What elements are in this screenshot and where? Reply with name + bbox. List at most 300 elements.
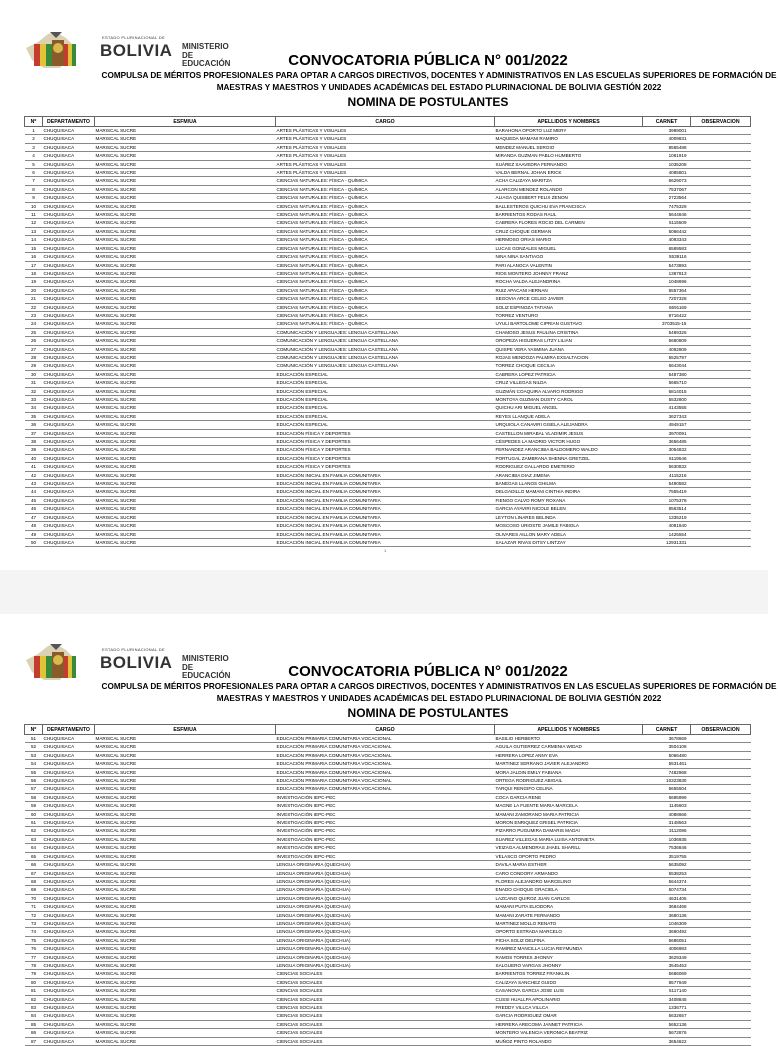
row-number: 51: [25, 735, 43, 743]
table-row: [25, 945, 751, 953]
row-name: VELASCO OPORTO PEDRO: [495, 852, 643, 860]
coat-of-arms-icon: [22, 642, 92, 684]
row-position: CIENCIAS NATURALES: FÍSICA - QUÍMICA: [276, 202, 495, 210]
row-number: 69: [25, 886, 43, 894]
row-name: DELGADILLO MAMANI CINTHIA INDIRA: [495, 488, 643, 496]
row-id-card: 8563514: [643, 505, 691, 513]
row-number: 58: [25, 793, 43, 801]
col-position: CARGO: [276, 117, 495, 127]
row-observation: [691, 127, 751, 135]
row-department: CHUQUISACA: [43, 777, 95, 785]
row-id-card: 6814015: [643, 387, 691, 395]
table-row: [25, 362, 751, 370]
row-position: CIENCIAS SOCIALES: [276, 1020, 495, 1028]
row-department: CHUQUISACA: [43, 1020, 95, 1028]
row-id-card: 6589583: [643, 244, 691, 252]
row-id-card: 4009831: [643, 135, 691, 143]
table-row: [25, 488, 751, 496]
ministry-name-line2: DE EDUCACIÓN: [182, 662, 231, 680]
row-id-card: 3545453: [643, 961, 691, 969]
table-row: [25, 844, 751, 852]
table-row: [25, 919, 751, 927]
table-row: [25, 370, 751, 378]
table-row: [25, 429, 751, 437]
row-esfm: MARISCAL SUCRE: [95, 538, 276, 546]
row-observation: [691, 320, 751, 328]
row-esfm: MARISCAL SUCRE: [95, 785, 276, 793]
row-id-card: 7536846: [643, 844, 691, 852]
row-id-card: 7207328: [643, 295, 691, 303]
row-id-card: 5489326: [643, 328, 691, 336]
row-name: SUÁREZ SAAVEDRA FERNANDO: [495, 160, 643, 168]
row-id-card: 5672876: [643, 1029, 691, 1037]
row-id-card: 4093343: [643, 236, 691, 244]
table-row: [25, 760, 751, 768]
row-id-card: 5557364: [643, 286, 691, 294]
row-position: EDUCACIÓN PRIMARIA COMUNITARIA VOCACIONAL: [276, 743, 495, 751]
row-name: CALIZAYA SANCHEZ GUIDO: [495, 978, 643, 986]
row-id-card: 4115216: [643, 471, 691, 479]
row-department: CHUQUISACA: [43, 802, 95, 810]
row-observation: [691, 835, 751, 843]
row-position: LENGUA ORIGINARIA (QUECHUA): [276, 961, 495, 969]
row-department: CHUQUISACA: [43, 370, 95, 378]
row-number: 64: [25, 844, 43, 852]
table-row: [25, 286, 751, 294]
row-observation: [691, 785, 751, 793]
row-number: 75: [25, 936, 43, 944]
row-observation: [691, 446, 751, 454]
row-name: VALDA BERNAL JOHAN ERICK: [495, 169, 643, 177]
row-number: 72: [25, 911, 43, 919]
row-position: CIENCIAS NATURALES: FÍSICA - QUÍMICA: [276, 295, 495, 303]
table-row: [25, 861, 751, 869]
row-name: BARRIENTOS TORREZ FRANKLIN: [495, 970, 643, 978]
row-number: 57: [25, 785, 43, 793]
row-position: EDUCACIÓN PRIMARIA COMUNITARIA VOCACIONAL: [276, 751, 495, 759]
row-department: CHUQUISACA: [43, 496, 95, 504]
table-row: [25, 261, 751, 269]
row-number: 9: [25, 194, 43, 202]
table-row: [25, 169, 751, 177]
row-department: CHUQUISACA: [43, 227, 95, 235]
row-department: CHUQUISACA: [43, 337, 95, 345]
row-department: CHUQUISACA: [43, 387, 95, 395]
row-department: CHUQUISACA: [43, 286, 95, 294]
row-position: CIENCIAS NATURALES: FÍSICA - QUÍMICA: [276, 253, 495, 261]
row-observation: [691, 177, 751, 185]
row-esfm: MARISCAL SUCRE: [95, 185, 276, 193]
row-number: 28: [25, 353, 43, 361]
row-esfm: MARISCAL SUCRE: [95, 919, 276, 927]
row-esfm: MARISCAL SUCRE: [95, 886, 276, 894]
table-row: [25, 513, 751, 521]
row-department: CHUQUISACA: [43, 530, 95, 538]
table-row: [25, 751, 751, 759]
table-row: [25, 987, 751, 995]
row-esfm: MARISCAL SUCRE: [95, 877, 276, 885]
ministry-name-line2: DE EDUCACIÓN: [182, 50, 231, 68]
row-esfm: MARISCAL SUCRE: [95, 219, 276, 227]
row-id-card: 4949157: [643, 421, 691, 429]
row-id-card: 7555419: [643, 488, 691, 496]
row-department: CHUQUISACA: [43, 995, 95, 1003]
row-name: HERMOSO ORIAS MARIO: [495, 236, 643, 244]
row-department: CHUQUISACA: [43, 143, 95, 151]
row-name: OROPEZA HIGUERAS LITZY LILIAN: [495, 337, 643, 345]
row-esfm: MARISCAL SUCRE: [95, 735, 276, 743]
row-esfm: MARISCAL SUCRE: [95, 261, 276, 269]
row-number: 3: [25, 143, 43, 151]
row-observation: [691, 869, 751, 877]
row-esfm: MARISCAL SUCRE: [95, 810, 276, 818]
table-row: [25, 835, 751, 843]
table-row: [25, 869, 751, 877]
row-id-card: 3519755: [643, 852, 691, 860]
row-id-card: 8716422: [643, 311, 691, 319]
row-name: MAMANI ZARATE FERNANDO: [495, 911, 643, 919]
row-observation: [691, 328, 751, 336]
ministry-name-line1: MINISTERIO: [182, 654, 229, 663]
row-name: LUCAS GONZALES MIGUEL: [495, 244, 643, 252]
row-position: INVESTIGACIÓN IEPC-PEC: [276, 852, 495, 860]
row-name: REYES LLANQUE ADELA: [495, 412, 643, 420]
col-id-card: CARNET: [643, 725, 691, 735]
row-number: 10: [25, 202, 43, 210]
row-number: 38: [25, 438, 43, 446]
row-department: CHUQUISACA: [43, 328, 95, 336]
row-position: EDUCACIÓN PRIMARIA COMUNITARIA VOCACIONAL: [276, 735, 495, 743]
row-observation: [691, 236, 751, 244]
coat-of-arms-icon: [22, 30, 92, 72]
table-row: [25, 768, 751, 776]
row-esfm: MARISCAL SUCRE: [95, 438, 276, 446]
row-observation: [691, 404, 751, 412]
row-observation: [691, 945, 751, 953]
row-position: COMUNICACIÓN Y LENGUAJES: LENGUA CASTELLANA: [276, 353, 495, 361]
row-esfm: MARISCAL SUCRE: [95, 827, 276, 835]
row-name: ALIAGA QUISBERT FELIX ZENON: [495, 194, 643, 202]
table-row: [25, 995, 751, 1003]
table-row: [25, 777, 751, 785]
row-id-card: 5630832: [643, 463, 691, 471]
col-id-card: CARNET: [643, 117, 691, 127]
row-number: 37: [25, 429, 43, 437]
row-id-card: 5074734: [643, 886, 691, 894]
row-observation: [691, 244, 751, 252]
row-observation: [691, 928, 751, 936]
row-name: RUIZ APACANI HERNAN: [495, 286, 643, 294]
country-name: BOLIVIA: [100, 653, 173, 672]
col-observation: OBSERVACION: [691, 725, 751, 735]
row-observation: [691, 496, 751, 504]
row-position: ARTES PLÁSTICAS Y VISUALES: [276, 160, 495, 168]
row-esfm: MARISCAL SUCRE: [95, 480, 276, 488]
row-department: CHUQUISACA: [43, 894, 95, 902]
row-name: SALAZAR RIVAS DITSY LINTZAY: [495, 538, 643, 546]
table-row: [25, 412, 751, 420]
row-number: 55: [25, 768, 43, 776]
row-esfm: MARISCAL SUCRE: [95, 970, 276, 978]
row-esfm: MARISCAL SUCRE: [95, 236, 276, 244]
row-number: 52: [25, 743, 43, 751]
table-row: [25, 463, 751, 471]
table-row: [25, 438, 751, 446]
table-row: [25, 236, 751, 244]
row-observation: [691, 760, 751, 768]
row-number: 12: [25, 219, 43, 227]
row-name: MONTERO VALENCIA VERONICA BEATRIZ: [495, 1029, 643, 1037]
row-esfm: MARISCAL SUCRE: [95, 311, 276, 319]
row-esfm: MARISCAL SUCRE: [95, 852, 276, 860]
row-esfm: MARISCAL SUCRE: [95, 844, 276, 852]
row-department: CHUQUISACA: [43, 827, 95, 835]
row-observation: [691, 877, 751, 885]
row-name: GARCIA AYAVIRI NICOLE BELEN: [495, 505, 643, 513]
row-esfm: MARISCAL SUCRE: [95, 429, 276, 437]
row-id-card: 7475329: [643, 202, 691, 210]
table-header: [25, 725, 751, 735]
row-id-card: 5686069: [643, 970, 691, 978]
row-name: RAMOS TORRES JHONNY: [495, 953, 643, 961]
row-department: CHUQUISACA: [43, 463, 95, 471]
row-number: 70: [25, 894, 43, 902]
row-esfm: MARISCAL SUCRE: [95, 379, 276, 387]
table-row: [25, 345, 751, 353]
row-id-card: 10323830: [643, 777, 691, 785]
row-observation: [691, 160, 751, 168]
row-department: CHUQUISACA: [43, 345, 95, 353]
row-id-card: 3408845: [643, 995, 691, 1003]
page-subtitle: COMPULSA DE MÉRITOS PROFESIONALES PARA OPTAR A CARGOS DIRECTIVOS, DOCENTES Y ADMINISTRATIVOS EN LAS ESCUELAS SUPERIORES DE FORMACIÓN DE MAESTRAS Y MAESTROS Y UNIDADES ACADÉMICAS DEL ESTADO PLURINACIONAL DE BOLIVIA GESTIÓN 2022: [101, 682, 777, 703]
table-row: [25, 894, 751, 902]
row-esfm: MARISCAL SUCRE: [95, 1020, 276, 1028]
col-name: APELLIDOS Y NOMBRES: [495, 117, 643, 127]
row-position: CIENCIAS NATURALES: FÍSICA - QUÍMICA: [276, 278, 495, 286]
row-esfm: MARISCAL SUCRE: [95, 169, 276, 177]
row-department: CHUQUISACA: [43, 169, 95, 177]
row-observation: [691, 421, 751, 429]
row-number: 74: [25, 928, 43, 936]
table-row: [25, 387, 751, 395]
row-id-card: 1425554: [643, 530, 691, 538]
table-row: [25, 328, 751, 336]
table-row: [25, 278, 751, 286]
row-esfm: MARISCAL SUCRE: [95, 269, 276, 277]
row-number: 33: [25, 396, 43, 404]
table-row: [25, 810, 751, 818]
table-row: [25, 743, 751, 751]
row-esfm: MARISCAL SUCRE: [95, 328, 276, 336]
table-row: [25, 538, 751, 546]
row-number: 8: [25, 185, 43, 193]
row-position: LENGUA ORIGINARIA (QUECHUA): [276, 894, 495, 902]
row-observation: [691, 135, 751, 143]
row-esfm: MARISCAL SUCRE: [95, 1004, 276, 1012]
row-number: 16: [25, 253, 43, 261]
row-esfm: MARISCAL SUCRE: [95, 278, 276, 286]
row-number: 79: [25, 970, 43, 978]
document-page-2: [0, 614, 777, 1044]
row-position: CIENCIAS NATURALES: FÍSICA - QUÍMICA: [276, 244, 495, 252]
row-id-card: 6119546: [643, 454, 691, 462]
row-name: BARAHONA OPORTO LUZ MERY: [495, 127, 643, 135]
row-position: CIENCIAS NATURALES: FÍSICA - QUÍMICA: [276, 286, 495, 294]
row-id-card: 5066480: [643, 751, 691, 759]
row-esfm: MARISCAL SUCRE: [95, 421, 276, 429]
row-esfm: MARISCAL SUCRE: [95, 127, 276, 135]
table-row: [25, 379, 751, 387]
row-position: LENGUA ORIGINARIA (QUECHUA): [276, 886, 495, 894]
row-esfm: MARISCAL SUCRE: [95, 446, 276, 454]
row-observation: [691, 471, 751, 479]
row-id-card: 5644846: [643, 211, 691, 219]
row-observation: [691, 953, 751, 961]
row-department: CHUQUISACA: [43, 961, 95, 969]
row-observation: [691, 429, 751, 437]
row-department: CHUQUISACA: [43, 987, 95, 995]
row-department: CHUQUISACA: [43, 429, 95, 437]
table-row: [25, 961, 751, 969]
table-row: [25, 160, 751, 168]
row-esfm: MARISCAL SUCRE: [95, 869, 276, 877]
row-department: CHUQUISACA: [43, 877, 95, 885]
row-esfm: MARISCAL SUCRE: [95, 522, 276, 530]
table-row: [25, 480, 751, 488]
row-department: CHUQUISACA: [43, 135, 95, 143]
row-name: VEIZAGA ALMENDRAS JHAEL SHARILL: [495, 844, 643, 852]
row-department: CHUQUISACA: [43, 295, 95, 303]
row-name: MIRANDA GUZMAN PABLO HUMBERTO: [495, 152, 643, 160]
row-observation: [691, 480, 751, 488]
row-name: PIZARRO PUGUMIRA DAMARIS MADAI: [495, 827, 643, 835]
row-number: 73: [25, 919, 43, 927]
row-id-card: 5680809: [643, 337, 691, 345]
row-observation: [691, 793, 751, 801]
row-id-card: 5632657: [643, 1012, 691, 1020]
table-row: [25, 471, 751, 479]
row-id-card: 3629349: [643, 953, 691, 961]
row-department: CHUQUISACA: [43, 869, 95, 877]
row-position: INVESTIGACIÓN IEPC-PEC: [276, 835, 495, 843]
row-name: MAQUEDA MAMANI RAMIRO: [495, 135, 643, 143]
row-esfm: MARISCAL SUCRE: [95, 160, 276, 168]
row-department: CHUQUISACA: [43, 743, 95, 751]
row-observation: [691, 194, 751, 202]
row-observation: [691, 743, 751, 751]
table-row: [25, 1037, 751, 1045]
row-observation: [691, 735, 751, 743]
row-name: QUICHU ARI MIGUEL ANGEL: [495, 404, 643, 412]
row-department: CHUQUISACA: [43, 320, 95, 328]
row-number: 80: [25, 978, 43, 986]
row-number: 54: [25, 760, 43, 768]
row-esfm: MARISCAL SUCRE: [95, 463, 276, 471]
row-id-card: 5539116: [643, 253, 691, 261]
row-position: COMUNICACIÓN Y LENGUAJES: LENGUA CASTELLANA: [276, 362, 495, 370]
row-department: CHUQUISACA: [43, 1037, 95, 1045]
row-number: 30: [25, 370, 43, 378]
row-esfm: MARISCAL SUCRE: [95, 530, 276, 538]
row-name: URQUIOLA CANAVIRI GISELA ALEJANDRA: [495, 421, 643, 429]
row-esfm: MARISCAL SUCRE: [95, 177, 276, 185]
row-number: 4: [25, 152, 43, 160]
row-esfm: MARISCAL SUCRE: [95, 513, 276, 521]
row-number: 68: [25, 877, 43, 885]
row-observation: [691, 227, 751, 235]
row-number: 81: [25, 987, 43, 995]
row-department: CHUQUISACA: [43, 903, 95, 911]
table-row: [25, 928, 751, 936]
row-id-card: 5686051: [643, 936, 691, 944]
row-position: CIENCIAS NATURALES: FÍSICA - QUÍMICA: [276, 320, 495, 328]
row-position: LENGUA ORIGINARIA (QUECHUA): [276, 911, 495, 919]
row-id-card: 1335219: [643, 513, 691, 521]
row-position: ARTES PLÁSTICAS Y VISUALES: [276, 135, 495, 143]
row-id-card: 5538253: [643, 869, 691, 877]
row-name: GARCIA RODRIGUEZ OMAR: [495, 1012, 643, 1020]
row-department: CHUQUISACA: [43, 785, 95, 793]
row-position: EDUCACIÓN ESPECIAL: [276, 387, 495, 395]
row-id-card: 3054832: [643, 446, 691, 454]
row-esfm: MARISCAL SUCRE: [95, 903, 276, 911]
applicants-table: [24, 116, 751, 547]
row-observation: [691, 919, 751, 927]
row-number: 25: [25, 328, 43, 336]
row-name: SEGOVIA ARCE CELSO JAVIER: [495, 295, 643, 303]
row-esfm: MARISCAL SUCRE: [95, 995, 276, 1003]
row-esfm: MARISCAL SUCRE: [95, 244, 276, 252]
row-observation: [691, 143, 751, 151]
row-id-card: 3627343: [643, 412, 691, 420]
row-name: OLIVARES AILLON MARY ADELA: [495, 530, 643, 538]
row-observation: [691, 936, 751, 944]
row-esfm: MARISCAL SUCRE: [95, 286, 276, 294]
row-name: MUÑOZ PINTO ROLANDO: [495, 1037, 643, 1045]
row-esfm: MARISCAL SUCRE: [95, 793, 276, 801]
row-department: CHUQUISACA: [43, 261, 95, 269]
col-position: CARGO: [276, 725, 495, 735]
row-number: 63: [25, 835, 43, 843]
state-label: ESTADO PLURINACIONAL DE: [102, 647, 165, 652]
row-position: EDUCACIÓN ESPECIAL: [276, 379, 495, 387]
row-observation: [691, 522, 751, 530]
col-esfm: ESFM/UA: [95, 725, 276, 735]
state-label: ESTADO PLURINACIONAL DE: [102, 35, 165, 40]
row-observation: [691, 387, 751, 395]
table-row: [25, 211, 751, 219]
row-name: AGUILA GUTIERREZ CARMENIA WIDAD: [495, 743, 643, 751]
row-observation: [691, 337, 751, 345]
row-id-card: 5644374: [643, 877, 691, 885]
row-number: 85: [25, 1020, 43, 1028]
row-observation: [691, 894, 751, 902]
row-observation: [691, 970, 751, 978]
row-number: 21: [25, 295, 43, 303]
row-position: EDUCACIÓN ESPECIAL: [276, 370, 495, 378]
row-observation: [691, 303, 751, 311]
row-position: CIENCIAS SOCIALES: [276, 995, 495, 1003]
row-number: 11: [25, 211, 43, 219]
row-name: RAMIREZ MANCILLA LUCIA REYMUNDA: [495, 945, 643, 953]
row-position: LENGUA ORIGINARIA (QUECHUA): [276, 953, 495, 961]
row-observation: [691, 152, 751, 160]
table-row: [25, 320, 751, 328]
row-id-card: 4092809: [643, 345, 691, 353]
row-position: LENGUA ORIGINARIA (QUECHUA): [276, 936, 495, 944]
table-row: [25, 202, 751, 210]
row-observation: [691, 861, 751, 869]
